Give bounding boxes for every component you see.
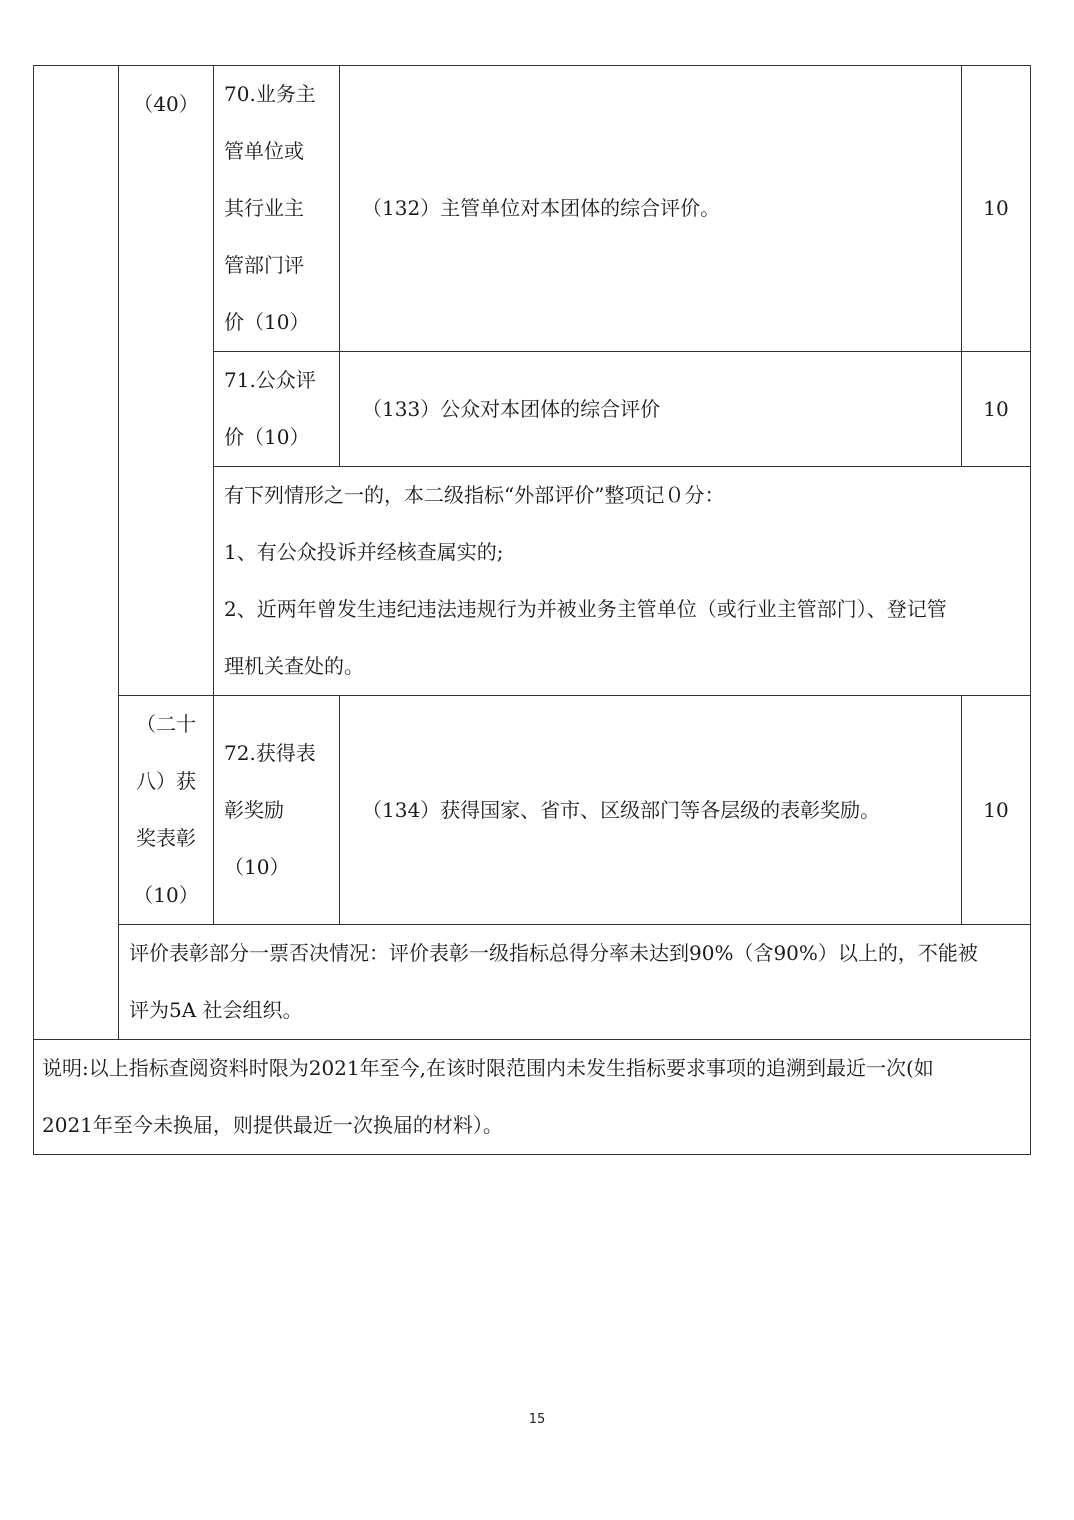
indicator-label: 70.业务主	[224, 82, 316, 106]
criteria-cell: （132）主管单位对本团体的综合评价。	[340, 66, 962, 352]
sub-indicator-cell	[119, 66, 214, 696]
indicator-label: 72.获得表	[224, 740, 316, 765]
indicator-label: 71.公众评	[224, 368, 316, 392]
sub-indicator-cell	[119, 696, 214, 925]
score-cell: 10	[962, 696, 1031, 925]
indicator-label: 管部门评	[224, 253, 304, 277]
note-line: 理机关查处的。	[224, 654, 364, 678]
sub-indicator-label: 奖表彰	[136, 826, 196, 850]
sub-indicator-label: （二十	[136, 712, 196, 736]
sub-indicator-label: （40）	[133, 92, 199, 116]
explanation-line: 说明:以上指标查阅资料时限为2021年至今,在该时限范围内未发生指标要求事项的追溯到最近一次(如	[42, 1056, 934, 1080]
veto-note	[119, 925, 1031, 1040]
external-evaluation-note	[214, 467, 1031, 696]
indicator-cell	[214, 696, 340, 925]
table-row	[34, 66, 1031, 352]
sub-indicator-label: 八）获	[136, 769, 196, 793]
indicator-cell	[214, 66, 340, 352]
explanation-note	[34, 1040, 1031, 1155]
indicator-label: 管单位或	[224, 139, 304, 163]
criteria-cell: （134）获得国家、省市、区级部门等各层级的表彰奖励。	[340, 696, 962, 925]
criteria-cell: （133）公众对本团体的综合评价	[340, 352, 962, 467]
note-line: 1、有公众投诉并经核查属实的;	[224, 540, 504, 564]
indicator-label: 彰奖励	[224, 797, 284, 822]
indicator-label: 价（10）	[224, 310, 310, 334]
score-cell: 10	[962, 66, 1031, 352]
evaluation-table	[33, 65, 1031, 1155]
indicator-label: 其行业主	[224, 196, 304, 220]
explanation-line: 2021年至今未换届，则提供最近一次换届的材料）。	[42, 1113, 503, 1137]
page-number: 15	[528, 1412, 546, 1427]
indicator-cell	[214, 352, 340, 467]
note-line: 有下列情形之一的，本二级指标“外部评价”整项记０分：	[224, 483, 725, 507]
indicator-label: （10）	[224, 854, 290, 879]
note-line: 2、近两年曾发生违纪违法违规行为并被业务主管单位（或行业主管部门）、登记管	[224, 597, 947, 621]
veto-line: 评价表彰部分一票否决情况：评价表彰一级指标总得分率未达到90%（含90%）以上的，不能被	[129, 941, 978, 965]
table-row	[34, 1040, 1031, 1155]
first-level-indicator-cell	[34, 66, 119, 1040]
sub-indicator-label: （10）	[133, 883, 199, 907]
table-row	[34, 696, 1031, 925]
table-row	[34, 925, 1031, 1040]
score-cell: 10	[962, 352, 1031, 467]
veto-line: 评为5A 社会组织。	[129, 998, 303, 1022]
indicator-label: 价（10）	[224, 425, 310, 449]
